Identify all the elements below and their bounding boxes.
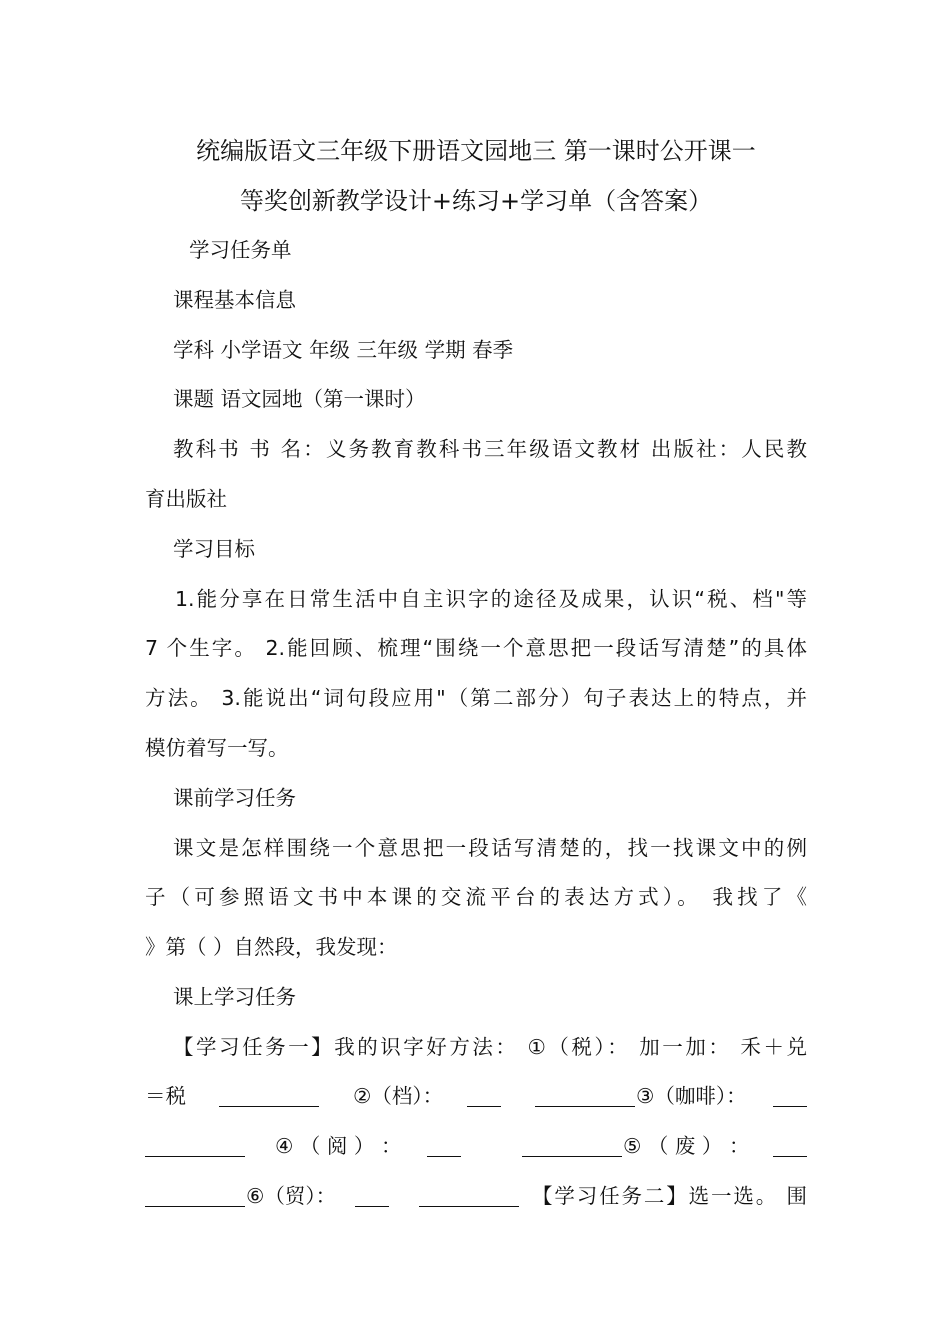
document-title-line-2: 等奖创新教学设计+练习+学习单（含答案） — [239, 187, 713, 215]
answer-blank[interactable] — [467, 1086, 501, 1107]
answer-blank[interactable] — [145, 1136, 245, 1157]
item-three-label: ③（咖啡）： — [636, 1084, 747, 1108]
document-title-line-1: 统编版语文三年级下册语文园地三 第一课时公开课一 — [196, 137, 756, 165]
answer-blank[interactable] — [145, 1186, 245, 1207]
task-two-label: 【学习任务二】选一选。 围 — [532, 1184, 807, 1208]
goals-heading: 学习目标 — [173, 537, 255, 561]
course-info-heading: 课程基本信息 — [173, 288, 296, 312]
answer-blank[interactable] — [219, 1086, 319, 1107]
item-six-label: ⑥（贸）： — [246, 1184, 337, 1208]
textbook-line-2: 育出版社 — [145, 487, 227, 511]
answer-blank[interactable] — [535, 1086, 635, 1107]
task-one-line-1: 【学习任务一】我的识字好方法： ①（税）： 加一加： 禾＋兑 — [173, 1035, 807, 1059]
answer-blank[interactable] — [419, 1186, 519, 1207]
answer-blank[interactable] — [773, 1136, 807, 1157]
answer-blank[interactable] — [522, 1136, 622, 1157]
goals-line-1: 1.能分享在日常生活中自主识字的途径及成果，认识“税、档"等 — [175, 587, 807, 611]
in-class-heading: 课上学习任务 — [173, 985, 296, 1009]
item-four-label: ④ （ 阅 ） ： — [275, 1134, 402, 1158]
subject-line: 学科 小学语文 年级 三年级 学期 春季 — [173, 338, 514, 362]
goals-line-4: 模仿着写一写。 — [145, 736, 289, 760]
goals-line-3: 方法。 3.能说出“词句段应用"（第二部分）句子表达上的特点，并 — [145, 686, 807, 710]
sheet-heading: 学习任务单 — [189, 238, 292, 262]
answer-blank[interactable] — [773, 1086, 807, 1107]
textbook-line-1: 教科书 书 名：义务教育教科书三年级语文教材 出版社：人民教 — [173, 437, 807, 461]
topic-line: 课题 语文园地（第一课时） — [173, 387, 426, 411]
answer-blank[interactable] — [355, 1186, 389, 1207]
item-two-label: ②（档）： — [353, 1084, 444, 1108]
task-one-equation: ＝税 — [145, 1084, 186, 1108]
answer-blank[interactable] — [427, 1136, 461, 1157]
item-five-label: ⑤ （ 废 ） ： — [623, 1134, 750, 1158]
pre-class-heading: 课前学习任务 — [173, 786, 296, 810]
goals-line-2: 7 个生字。 2.能回顾、梳理“围绕一个意思把一段话写清楚”的具体 — [145, 636, 807, 660]
pre-class-line-2: 子（可参照语文书中本课的交流平台的表达方式）。 我找了《 — [145, 885, 807, 909]
pre-class-line-3: 》第（ ）自然段，我发现： — [145, 935, 398, 959]
pre-class-line-1: 课文是怎样围绕一个意思把一段话写清楚的，找一找课文中的例 — [173, 836, 807, 860]
